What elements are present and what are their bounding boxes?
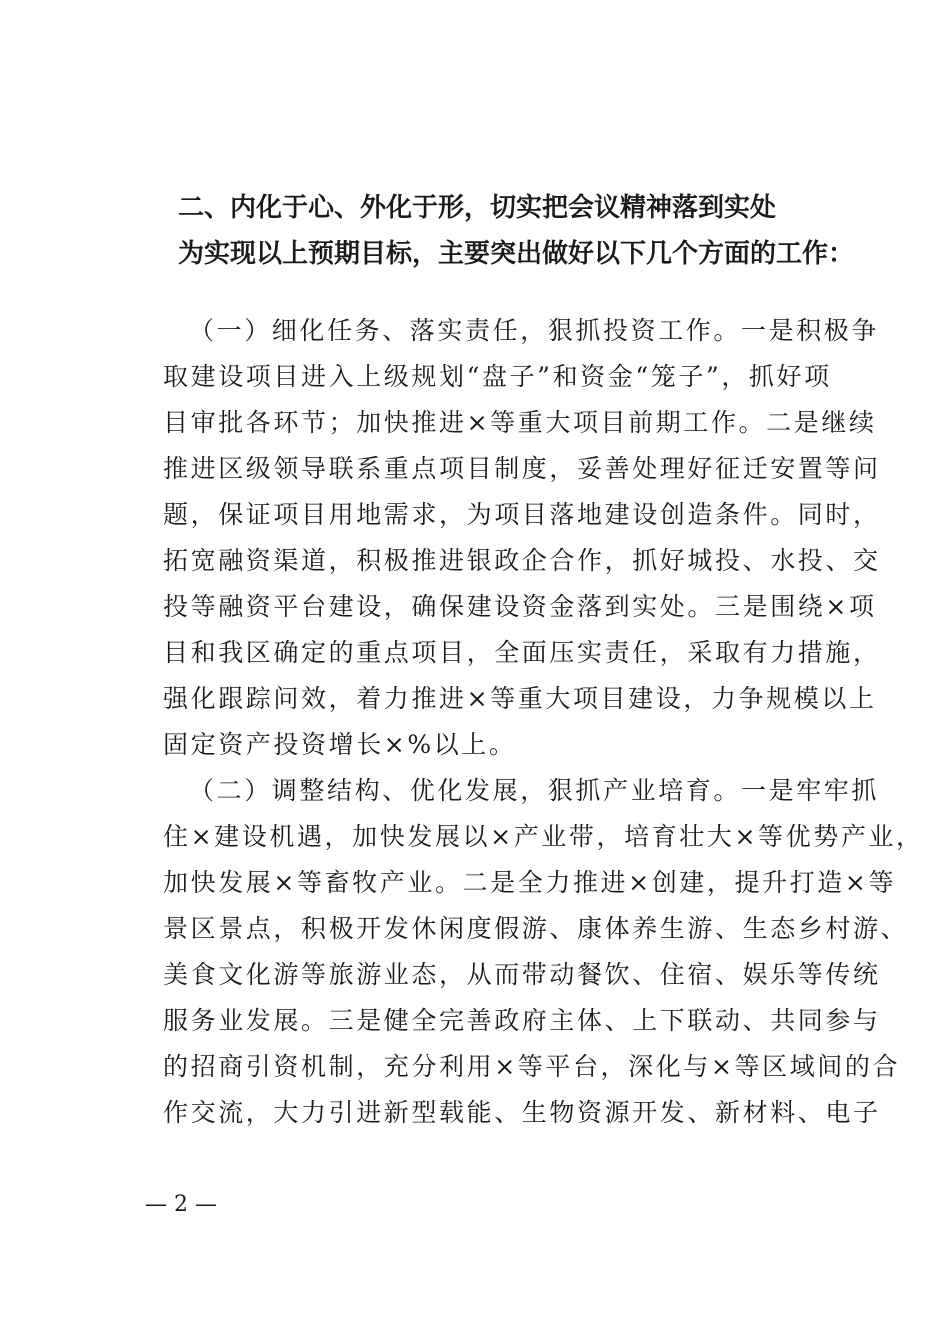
paragraph-line: 住×建设机遇，加快发展以×产业带，培育壮大×等优势产业，: [163, 822, 924, 851]
section-intro: 为实现以上预期目标，主要突出做好以下几个方面的工作：: [178, 239, 855, 269]
paragraph-line: 的招商引资机制，充分利用×等平台，深化与×等区域间的合: [163, 1052, 901, 1081]
paragraph-line: 题，保证项目用地需求，为项目落地建设创造条件。同时，: [163, 500, 881, 529]
paragraph-line: （一）细化任务、落实责任，狠抓投资工作。一是积极争: [189, 316, 880, 345]
paragraph-line: 目和我区确定的重点项目，全面压实责任，采取有力措施，: [163, 638, 881, 667]
paragraph-line: 强化跟踪问效，着力推进×等重大项目建设，力争规模以上: [163, 684, 877, 713]
paragraph-line: 固定资产投资增长×%以上。: [163, 730, 517, 759]
section-heading: 二、内化于心、外化于形，切实把会议精神落到实处: [178, 193, 777, 223]
paragraph-investment: [163, 308, 881, 768]
paragraph-line: （二）调整结构、优化发展，狠抓产业培育。一是牢牢抓: [189, 776, 880, 805]
paragraph-line: 投等融资平台建设，确保建设资金落到实处。三是围绕×项: [163, 592, 877, 621]
paragraph-line: 拓宽融资渠道，积极推进银政企合作，抓好城投、水投、交: [163, 546, 881, 575]
paragraph-line: 推进区级领导联系重点项目制度，妥善处理好征迁安置等问: [163, 454, 881, 483]
paragraph-line: 目审批各环节；加快推进×等重大项目前期工作。二是继续: [163, 408, 877, 437]
paragraph-line: 取建设项目进入上级规划“盘子”和资金“笼子”，抓好项: [163, 362, 832, 391]
paragraph-line: 服务业发展。三是健全完善政府主体、上下联动、共同参与: [163, 1006, 881, 1035]
paragraph-line: 景区景点，积极开发休闲度假游、康体养生游、生态乡村游、: [163, 914, 909, 943]
paragraph-line: 作交流，大力引进新型载能、生物资源开发、新材料、电子: [163, 1098, 881, 1127]
page-number: — 2 —: [145, 1192, 217, 1217]
paragraph-line: 加快发展×等畜牧产业。二是全力推进×创建，提升打造×等: [163, 868, 897, 897]
paragraph-line: 美食文化游等旅游业态，从而带动餐饮、住宿、娱乐等传统: [163, 960, 881, 989]
paragraph-industry: [163, 768, 924, 1136]
